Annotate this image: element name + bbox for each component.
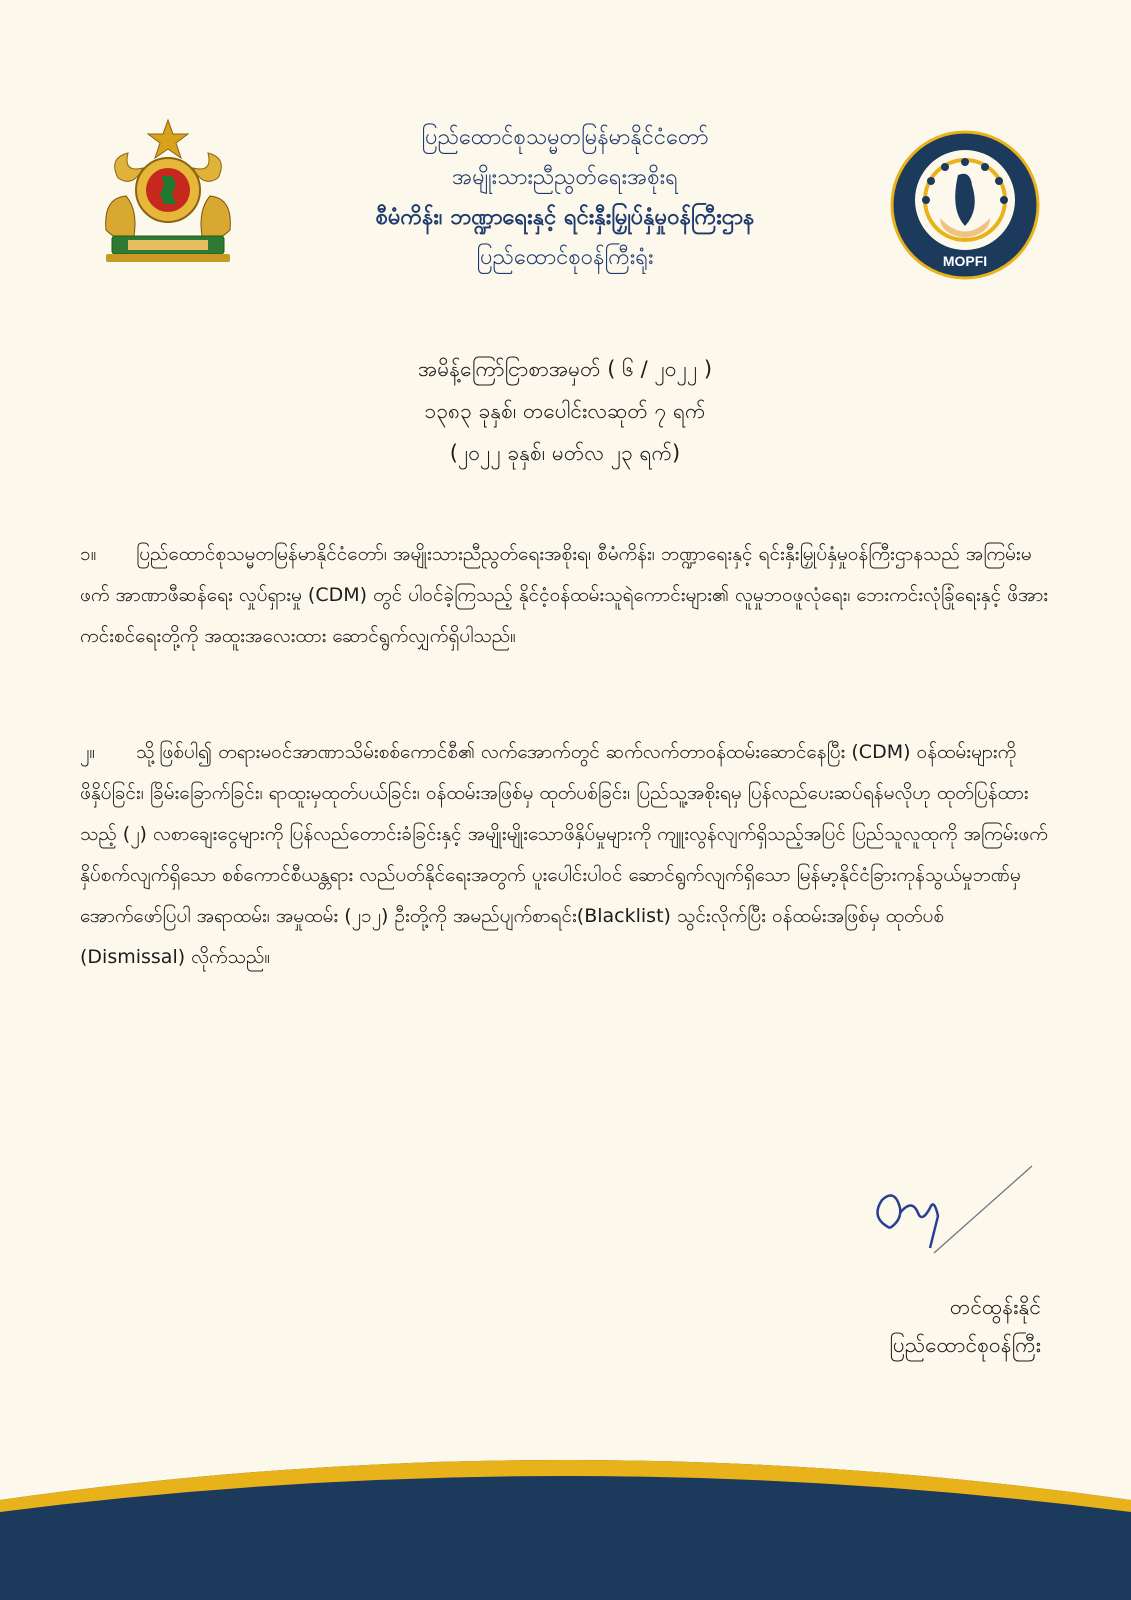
- state-emblem-icon: [98, 118, 238, 268]
- paragraph-2: [80, 732, 1052, 978]
- header-line-2: အမျိုးသားညီညွတ်ရေးအစိုးရ: [452, 165, 678, 190]
- mopfi-logo-text: MOPFI: [942, 253, 988, 269]
- gregorian-date: (၂၀၂၂ ခုနှစ်၊ မတ်လ ၂၃ ရက်): [449, 441, 681, 465]
- notice-number: အမိန့်ကြော်ငြာစာအမှတ် ( ၆ / ၂၀၂၂ ): [417, 357, 713, 381]
- header-line-4: ပြည်ထောင်စုဝန်ကြီးရုံး: [476, 245, 654, 270]
- signer-title: ပြည်ထောင်စုဝန်ကြီး: [889, 1333, 1041, 1357]
- paragraph-number: ၁။: [80, 543, 97, 565]
- notice-reference: [270, 348, 860, 474]
- signer-name: တင်ထွန်းနိုင်: [949, 1295, 1041, 1319]
- myanmar-date: ၁၃၈၃ ခုနှစ်၊ တပေါင်းလဆုတ် ၇ ရက်: [424, 399, 706, 423]
- paragraph-text: ပြည်ထောင်စုသမ္မတမြန်မာနိုင်ငံတော်၊ အမျိုးသားညီညွတ်ရေးအစိုးရ၊ စီမံကိန်း၊ ဘဏ္ဍာရေးနှင့် ရင်းနှီးမြှုပ်နှံမှုဝန်ကြီးဌာနသည် အကြမ်းမဖက် အာဏာဖီဆန်ရေး လှုပ်ရှားမှု (CDM) တွင် ပါဝင်ခဲ့ကြသည့် နိုင်ငံ့ဝန်ထမ်းသူရဲကောင်းများ၏ လူမှုဘဝဖူလုံရေး၊ ဘေးကင်းလုံခြုံရေးနှင့် ဖိအားကင်းစင်ရေးတို့ကို အထူးအလေးထား ဆောင်ရွက်လျှက်ရှိပါသည်။: [80, 543, 1049, 647]
- peacock-logo-icon: [890, 130, 1040, 280]
- mopfi-logo: [890, 130, 1040, 280]
- paragraph-text: သို့ဖြစ်ပါ၍ တရားမဝင်အာဏာသိမ်းစစ်ကောင်စီ၏ လက်အောက်တွင် ဆက်လက်တာဝန်ထမ်းဆောင်နေပြီး (CDM) ဝန်ထမ်းများကို ဖိနှိပ်ခြင်း၊ ခြိမ်းခြောက်ခြင်း၊ ရာထူးမှထုတ်ပယ်ခြင်း၊ ဝန်ထမ်းအဖြစ်မှ ထုတ်ပစ်ခြင်း၊ ပြည်သူ့အစိုးရမှ ပြန်လည်ပေးဆပ်ရန်မလိုဟု ထုတ်ပြန်ထားသည့် (၂) လစာချေးငွေများကို ပြန်လည်တောင်းခံခြင်းနှင့် အမျိုးမျိုးသောဖိနှိပ်မှုများကို ကျူးလွန်လျက်ရှိသည့်အပြင် ပြည်သူလူထုကို အကြမ်းဖက်နှိပ်စက်လျက်ရှိသော စစ်ကောင်စီယန္တရား လည်ပတ်နိုင်ရေးအတွက် ပူးပေါင်းပါဝင် ဆောင်ရွက်လျက်ရှိသော မြန်မာ့နိုင်ငံခြားကုန်သွယ်မှုဘဏ်မှ အောက်ဖော်ပြပါ အရာထမ်း၊ အမှုထမ်း (၂၁၂) ဦးတို့ကို အမည်ပျက်စာရင်း(Blacklist) သွင်းလိုက်ပြီး ဝန်ထမ်းအဖြစ်မှ ထုတ်ပစ် (Dismissal) လိုက်သည်။: [80, 741, 1048, 968]
- signature-icon: [860, 1158, 1040, 1268]
- footer-wave: [0, 1440, 1131, 1600]
- ministry-header: [270, 118, 860, 278]
- paragraph-number: ၂။: [80, 741, 96, 763]
- header-line-1: ပြည်ထောင်စုသမ္မတမြန်မာနိုင်ငံတော်: [421, 125, 709, 150]
- signer-block: [889, 1288, 1041, 1364]
- header-line-3: စီမံကိန်း၊ ဘဏ္ဍာရေးနှင့် ရင်းနှီးမြှုပ်နှံမှုဝန်ကြီးဌာန: [375, 205, 755, 230]
- paragraph-1: [80, 534, 1052, 657]
